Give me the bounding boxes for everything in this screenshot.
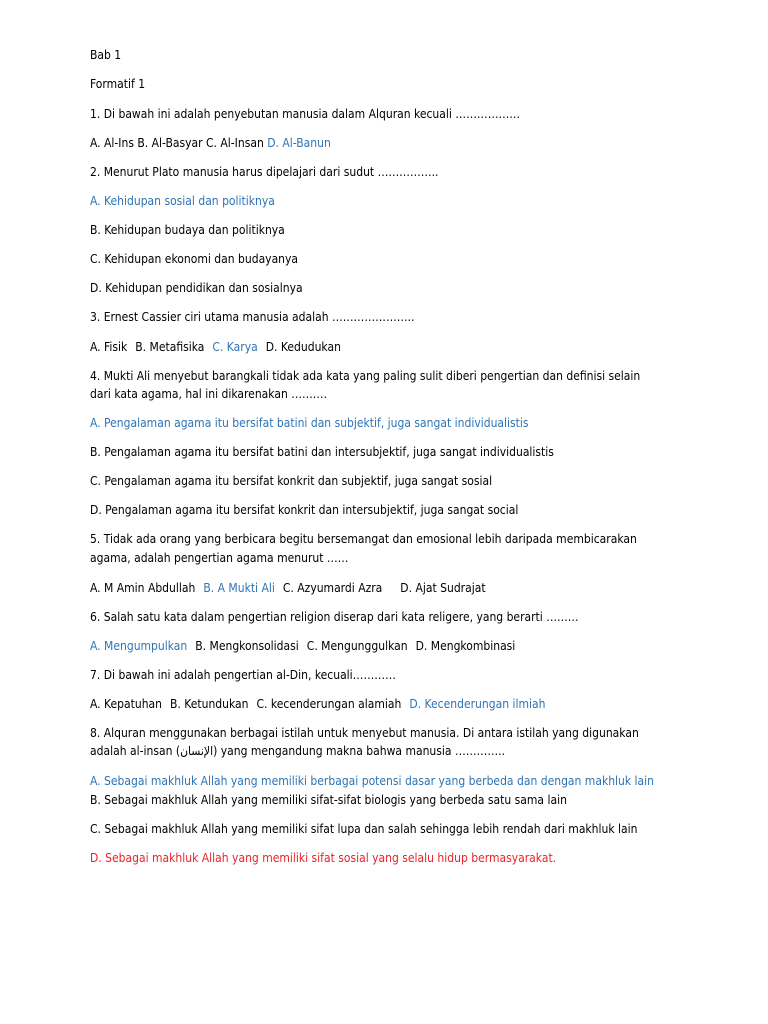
question-8-option-c: C. Sebagai makhluk Allah yang memiliki sifat lupa dan salah sehingga lebih rendah dari makhluk lain bbox=[90, 822, 638, 836]
question-8-line-2: adalah al-insan (الإنسان) yang mengandung makna bahwa manusia ………….. bbox=[90, 744, 505, 758]
question-6: 6. Salah satu kata dalam pengertian religion diserap dari kata religere, yang berarti ……… bbox=[90, 610, 579, 624]
question-7-options bbox=[90, 696, 545, 712]
question-5-line-1: 5. Tidak ada orang yang berbicara begitu bersemangat dan emosional lebih daripada membicarakan bbox=[90, 532, 637, 546]
question-4-option-d: D. Pengalaman agama itu bersifat konkrit dan intersubjektif, juga sangat social bbox=[90, 503, 519, 517]
question-8-option-a: A. Sebagai makhluk Allah yang memiliki berbagai potensi dasar yang berbeda dan dengan makhluk lain bbox=[90, 774, 655, 788]
question-2-option-b: B. Kehidupan budaya dan politiknya bbox=[90, 223, 285, 237]
question-5-option-d: D. Ajat Sudrajat bbox=[400, 581, 486, 595]
question-6-option-a: A. Mengumpulkan bbox=[90, 639, 188, 653]
question-2: 2. Menurut Plato manusia harus dipelajari dari sudut …………….. bbox=[90, 165, 439, 179]
question-2-option-a: A. Kehidupan sosial dan politiknya bbox=[90, 194, 275, 208]
question-3-option-d: D. Kedudukan bbox=[265, 340, 341, 354]
question-4-option-a: A. Pengalaman agama itu bersifat batini dan subjektif, juga sangat individualistis bbox=[90, 416, 529, 430]
section-title: Formatif 1 bbox=[90, 77, 146, 91]
question-7: 7. Di bawah ini adalah pengertian al-Din, kecuali………… bbox=[90, 668, 396, 682]
question-5-option-c: C. Azyumardi Azra bbox=[282, 581, 383, 595]
question-6-option-b: B. Mengkonsolidasi bbox=[195, 639, 299, 653]
chapter-heading: Bab 1 bbox=[90, 48, 122, 62]
question-7-option-b: B. Ketundukan bbox=[170, 697, 249, 711]
question-4-option-b: B. Pengalaman agama itu bersifat batini dan intersubjektif, juga sangat individualistis bbox=[90, 445, 554, 459]
question-5-line-2: agama, adalah pengertian agama menurut …… bbox=[90, 551, 349, 565]
question-1-options bbox=[90, 135, 331, 151]
question-2-option-d: D. Kehidupan pendidikan dan sosialnya bbox=[90, 281, 303, 295]
question-6-option-c: C. Mengunggulkan bbox=[306, 639, 408, 653]
question-5-option-b: B. A Mukti Ali bbox=[203, 581, 275, 595]
question-3-option-a: A. Fisik bbox=[90, 340, 128, 354]
question-6-option-d: D. Mengkombinasi bbox=[415, 639, 516, 653]
question-5-option-a: A. M Amin Abdullah bbox=[90, 581, 196, 595]
question-1-options-abc: A. Al-Ins B. Al-Basyar C. Al-Insan bbox=[90, 136, 264, 150]
question-7-option-d: D. Kecenderungan ilmiah bbox=[409, 697, 546, 711]
question-3-option-b: B. Metafisika bbox=[135, 340, 205, 354]
question-4-line-2: dari kata agama, hal ini dikarenakan ………. bbox=[90, 387, 328, 401]
question-8-line-1: 8. Alquran menggunakan berbagai istilah untuk menyebut manusia. Di antara istilah yang digunakan bbox=[90, 726, 639, 740]
question-8-option-b: B. Sebagai makhluk Allah yang memiliki sifat-sifat biologis yang berbeda satu sama lain bbox=[90, 793, 567, 807]
question-7-option-a: A. Kepatuhan bbox=[90, 697, 162, 711]
question-4-option-c: C. Pengalaman agama itu bersifat konkrit dan subjektif, juga sangat sosial bbox=[90, 474, 493, 488]
question-2-option-c: C. Kehidupan ekonomi dan budayanya bbox=[90, 252, 299, 266]
question-1-answer: D. Al-Banun bbox=[267, 136, 331, 150]
question-3-option-c: C. Karya bbox=[212, 340, 258, 354]
question-8-option-d: D. Sebagai makhluk Allah yang memiliki sifat sosial yang selalu hidup bermasyarakat. bbox=[90, 851, 557, 865]
question-7-option-c: C. kecenderungan alamiah bbox=[256, 697, 402, 711]
question-3: 3. Ernest Cassier ciri utama manusia adalah ………………….. bbox=[90, 310, 415, 324]
question-4-line-1: 4. Mukti Ali menyebut barangkali tidak ada kata yang paling sulit diberi pengertian dan definisi selain bbox=[90, 369, 641, 383]
question-1: 1. Di bawah ini adalah penyebutan manusia dalam Alquran kecuali ……………… bbox=[90, 107, 521, 121]
question-3-options bbox=[90, 339, 341, 355]
question-5-options bbox=[90, 580, 486, 596]
question-6-options bbox=[90, 638, 515, 654]
